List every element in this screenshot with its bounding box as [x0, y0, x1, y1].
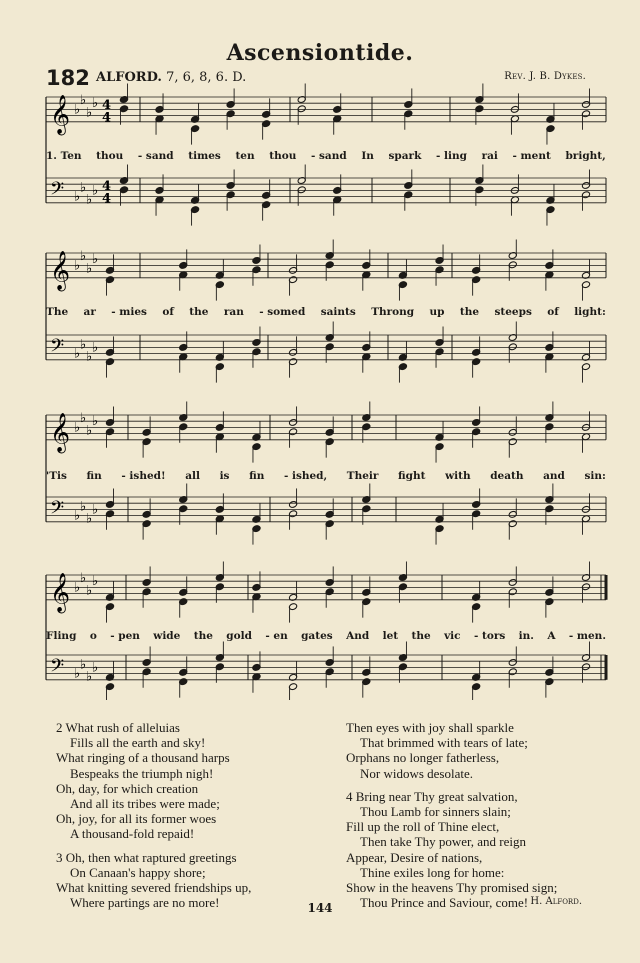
lyric-syllable: - ished,: [283, 470, 328, 482]
time-signature-digit: 4: [102, 178, 112, 194]
flat-icon: ♭: [86, 261, 93, 277]
lyric-syllable: o: [89, 630, 97, 642]
lyric-syllable: up: [429, 306, 445, 318]
time-signature-digit: 4: [102, 191, 112, 207]
verse-line: Thine exiles long for home:: [360, 864, 505, 880]
lyric-syllable: gold: [226, 630, 252, 642]
lyric-syllable: with: [445, 470, 471, 482]
treble-clef-icon: 𝄞: [50, 572, 71, 613]
flat-icon: ♭: [74, 508, 81, 524]
verse-line: 3 Oh, then what raptured greetings: [56, 849, 237, 865]
lyric-syllable: steeps: [494, 306, 532, 318]
verse-line: 2 What rush of alleluias: [56, 720, 180, 735]
flat-icon: ♭: [92, 96, 99, 112]
lyric-syllable: the: [189, 306, 209, 318]
flat-icon: ♭: [92, 660, 99, 676]
lyric-syllable: light:: [574, 306, 606, 318]
flat-icon: ♭: [92, 183, 99, 199]
verse-line: Nor widows desolate.: [360, 765, 474, 781]
lyric-syllable: - ling: [436, 150, 467, 162]
verse-line: Appear, Desire of nations,: [346, 849, 483, 865]
flat-icon: ♭: [86, 105, 93, 121]
flat-icon: ♭: [92, 252, 99, 268]
lyric-syllable: ran: [223, 306, 244, 318]
treble-clef-icon: 𝄞: [50, 412, 71, 453]
verse-line: What knitting severed friendships up,: [56, 880, 252, 896]
lyric-syllable: - en: [265, 630, 288, 642]
lyric-syllable: is: [219, 470, 230, 482]
flat-icon: ♭: [80, 337, 87, 353]
flat-icon: ♭: [80, 249, 87, 265]
verses-right-column: [346, 720, 616, 910]
lyric-syllable: thou: [269, 150, 297, 162]
lyric-syllable: And: [346, 630, 370, 642]
verse-line: 4 Bring near Thy great salvation,: [346, 788, 518, 804]
lyric-syllable: saints: [320, 306, 356, 318]
verse-line: Then eyes with joy shall sparkle: [346, 720, 514, 735]
lyric-syllable: Fling: [46, 630, 77, 642]
lyric-syllable: Their: [346, 470, 379, 482]
author-credit: H. Alford.: [530, 896, 582, 907]
lyric-syllable: A: [547, 630, 556, 642]
composer: Rev. J. B. Dykes.: [504, 71, 586, 82]
flat-icon: ♭: [80, 571, 87, 587]
flat-icon: ♭: [86, 511, 93, 527]
flat-icon: ♭: [80, 93, 87, 109]
treble-clef-icon: 𝄞: [50, 94, 71, 135]
hymn-number: 182: [46, 66, 90, 90]
verse-line: Thou Prince and Saviour, come!: [360, 895, 529, 911]
lyric-syllable: fin: [249, 470, 265, 482]
flat-icon: ♭: [74, 346, 81, 362]
flat-icon: ♭: [74, 102, 81, 118]
verses-left-column: [56, 720, 326, 910]
flat-icon: ♭: [74, 666, 81, 682]
lyric-syllable: - somed: [259, 306, 306, 318]
meter: 7, 6, 8, 6. D.: [166, 70, 247, 85]
bass-clef-icon: 𝄢: [50, 335, 65, 361]
verse-line: A thousand-fold repaid!: [70, 826, 195, 842]
tune-name: ALFORD.: [96, 70, 162, 85]
lyric-syllable: bright,: [565, 150, 606, 162]
lyric-syllable: - men.: [568, 630, 606, 642]
verse-line: On Canaan's happy shore;: [70, 864, 206, 880]
lyric-syllable: vic: [444, 630, 461, 642]
time-signature-digit: 4: [102, 97, 112, 113]
lyric-syllable: in.: [518, 630, 534, 642]
verse-line: Fill up the roll of Thine elect,: [346, 819, 500, 835]
verses-block: [56, 720, 616, 910]
flat-icon: ♭: [80, 499, 87, 515]
lyric-syllable: - ment: [512, 150, 551, 162]
section-title: Ascensiontide.: [226, 40, 414, 66]
flat-icon: ♭: [86, 192, 93, 208]
lyric-syllable: 1. Ten: [46, 150, 82, 162]
lyric-syllable: rai: [481, 150, 498, 162]
lyric-syllable: times: [188, 150, 221, 162]
lyric-syllable: sin:: [584, 470, 606, 482]
flat-icon: ♭: [92, 574, 99, 590]
lyric-syllable: spark: [388, 150, 422, 162]
lyric-line-2: [46, 306, 606, 318]
lyric-line-3: [46, 470, 606, 482]
verse-line: That brimmed with tears of late;: [360, 735, 528, 751]
verse-line: Orphans no longer fatherless,: [346, 750, 500, 766]
verse-line: Thou Lamb for sinners slain;: [360, 804, 511, 820]
lyric-syllable: - pen: [110, 630, 140, 642]
bass-clef-icon: 𝄢: [50, 178, 65, 204]
treble-clef-icon: 𝄞: [50, 250, 71, 291]
lyric-syllable: the: [411, 630, 431, 642]
lyric-syllable: fight: [398, 470, 426, 482]
lyric-syllable: and: [543, 470, 565, 482]
lyric-syllable: gates: [301, 630, 333, 642]
lyric-syllable: - sand: [137, 150, 174, 162]
time-signature-digit: 4: [102, 110, 112, 126]
lyric-syllable: of: [547, 306, 559, 318]
lyric-syllable: In: [361, 150, 374, 162]
flat-icon: ♭: [86, 583, 93, 599]
flat-icon: ♭: [74, 420, 81, 436]
flat-icon: ♭: [86, 423, 93, 439]
flat-icon: ♭: [80, 411, 87, 427]
verse-line: Oh, day, for which creation: [56, 780, 199, 796]
verse-line: Oh, joy, for all its former woes: [56, 811, 217, 827]
verse-line: What ringing of a thousand harps: [56, 750, 230, 766]
lyric-syllable: of: [162, 306, 174, 318]
lyric-syllable: wide: [153, 630, 181, 642]
flat-icon: ♭: [92, 502, 99, 518]
flat-icon: ♭: [74, 580, 81, 596]
bass-clef-icon: 𝄢: [50, 497, 65, 523]
lyric-syllable: - ished!: [121, 470, 166, 482]
lyric-syllable: death: [490, 470, 524, 482]
page-number: 144: [307, 901, 333, 915]
flat-icon: ♭: [80, 657, 87, 673]
flat-icon: ♭: [80, 180, 87, 196]
lyric-syllable: - sand: [310, 150, 347, 162]
flat-icon: ♭: [74, 189, 81, 205]
lyric-syllable: the: [459, 306, 480, 318]
lyric-syllable: 'Tis: [46, 470, 67, 482]
bass-clef-icon: 𝄢: [50, 655, 65, 681]
lyric-syllable: The: [46, 306, 69, 318]
lyric-line-1: [46, 150, 606, 162]
verse-line: And all its tribes were made;: [70, 796, 220, 812]
lyric-syllable: thou: [96, 150, 124, 162]
lyric-syllable: let: [382, 630, 399, 642]
verse-line: Bespeaks the triumph nigh!: [70, 765, 214, 781]
flat-icon: ♭: [86, 349, 93, 365]
lyric-syllable: - mies: [111, 306, 147, 318]
flat-icon: ♭: [92, 340, 99, 356]
lyric-syllable: ar: [83, 306, 96, 318]
lyric-syllable: - tors: [473, 630, 506, 642]
flat-icon: ♭: [86, 669, 93, 685]
lyric-syllable: Throng: [371, 306, 415, 318]
lyric-line-4: [46, 630, 606, 642]
verse-line: Where partings are no more!: [70, 895, 220, 911]
lyric-syllable: all: [185, 470, 200, 482]
flat-icon: ♭: [74, 258, 81, 274]
verse-line: Then take Thy power, and reign: [360, 834, 527, 850]
lyric-syllable: the: [193, 630, 213, 642]
verse-line: Fills all the earth and sky!: [70, 735, 206, 751]
verse-line: Show in the heavens Thy promised sign;: [346, 880, 558, 896]
lyric-syllable: ten: [235, 150, 255, 162]
lyric-syllable: fin: [86, 470, 102, 482]
flat-icon: ♭: [92, 414, 99, 430]
